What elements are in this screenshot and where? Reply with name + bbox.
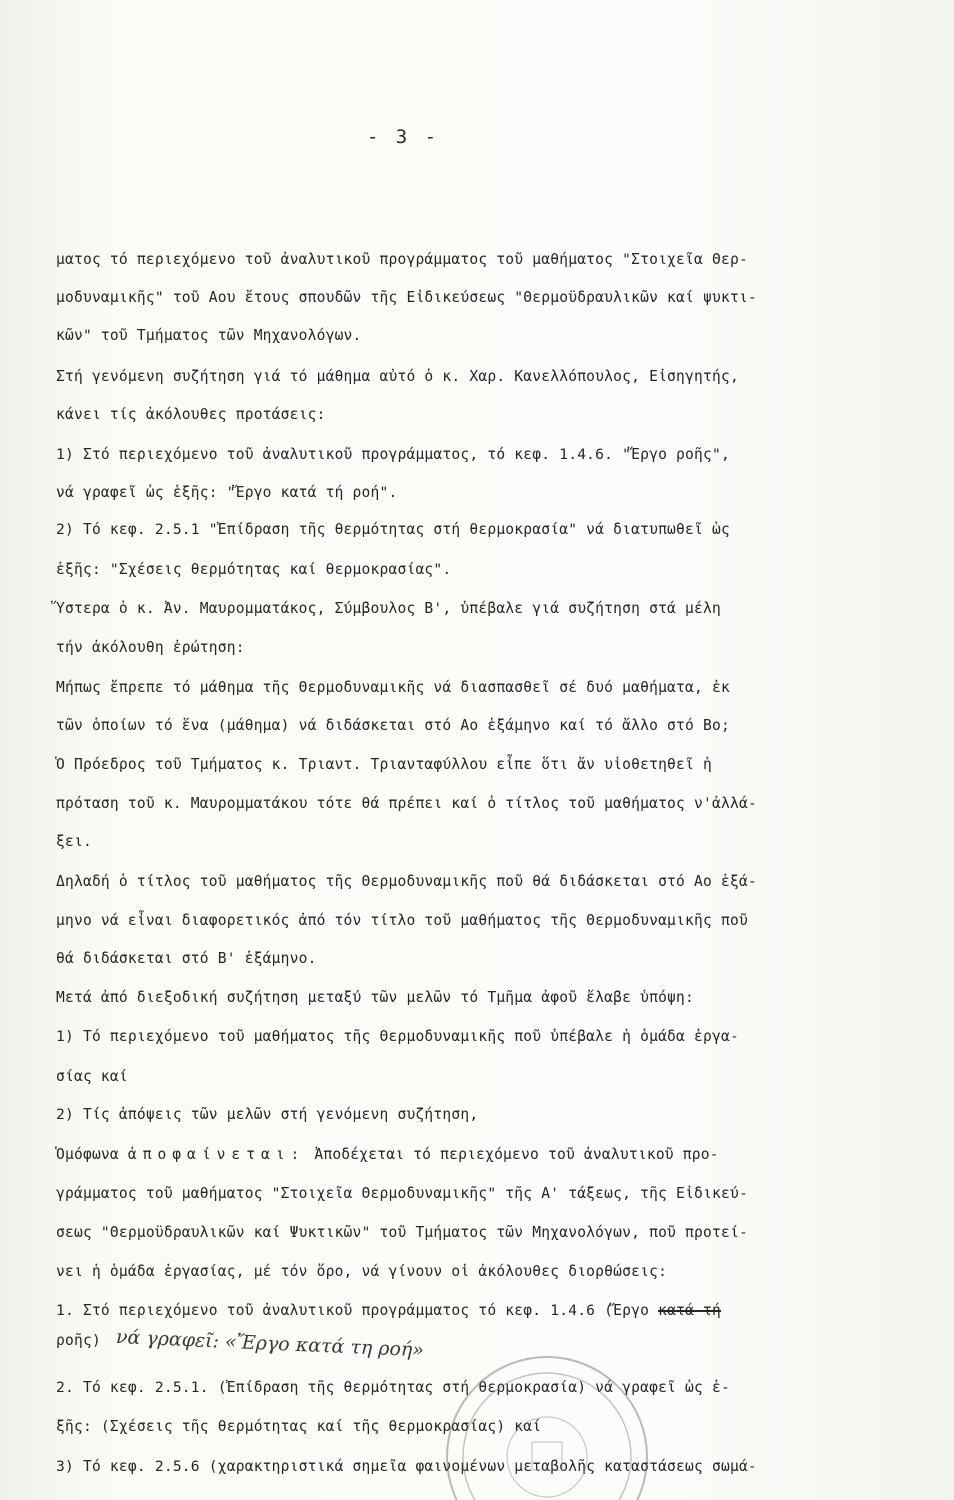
- text-line-17: Δηλαδή ὁ τίτλος τοῦ μαθήματος τῆς Θερμοδυναμικῆς ποῦ θά διδάσκεται στό Αο ἑξά-: [56, 873, 757, 890]
- text-line-19: θά διδάσκεται στό Β' ἑξάμηνο.: [56, 950, 317, 967]
- official-stamp-icon: [432, 1342, 662, 1500]
- handwritten-note: νά γραφεῖ: «Ἔργο κατά τη ροή»: [115, 1326, 425, 1362]
- text-line-8: 2) Τό κεφ. 2.5.1 "Ἐπίδραση τῆς θερμότητας στή θερμοκρασία" νά διατυπωθεῖ ὡς: [56, 521, 730, 538]
- item-1-continuation: ροῆς): [56, 1332, 101, 1349]
- text-line-22: σίας καί: [56, 1068, 128, 1085]
- item-1-struck-text: κατά τή: [658, 1302, 721, 1319]
- item-1-line: [56, 1302, 721, 1319]
- decision-line: [56, 1146, 719, 1163]
- text-line-10: Ὕστερα ὁ κ. Ἀν. Μαυρομματάκος, Σύμβουλος Β', ὑπέβαλε γιά συζήτηση στά μέλη: [56, 600, 721, 617]
- text-line-11: τήν ἀκόλουθη ἐρώτηση:: [56, 639, 245, 656]
- text-line-21: 1) Τό περιεχόμενο τοῦ μαθήματος τῆς Θερμοδυναμικῆς ποῦ ὑπέβαλε ἡ ὁμάδα ἐργα-: [56, 1028, 739, 1045]
- item-2-line-2: ξῆς: (Σχέσεις τῆς θερμότητας καί τῆς θερμοκρασίας) καί: [56, 1418, 542, 1435]
- text-line-20: Μετά ἀπό διεξοδική συζήτηση μεταξύ τῶν μελῶν τό Τμῆμα ἀφοῦ ἔλαβε ὑπόψη:: [56, 989, 695, 1006]
- text-line-12: Μήπως ἔπρεπε τό μάθημα τῆς Θερμοδυναμικῆς νά διασπασθεῖ σέ δυό μαθήματα, ἐκ: [56, 679, 730, 696]
- text-line-23: 2) Τίς ἀπόψεις τῶν μελῶν στή γενόμενη συζήτηση,: [56, 1106, 479, 1123]
- decision-word: ἀποφαίνεται:: [127, 1146, 306, 1163]
- text-line-5: κάνει τίς ἀκόλουθες προτάσεις:: [56, 406, 326, 423]
- text-line-3: κῶν" τοῦ Τμήματος τῶν Μηχανολόγων.: [56, 327, 362, 344]
- text-line-after-2: σεως "Θερμοϋδραυλικῶν καί Ψυκτικῶν" τοῦ Τμήματος τῶν Μηχανολόγων, ποῦ προτεί-: [56, 1224, 748, 1241]
- text-line-9: ἑξῆς: "Σχέσεις θερμότητας καί θερμοκρασίας".: [56, 561, 452, 578]
- text-line-4: Στή γενόμενη συζήτηση γιά τό μάθημα αὐτό ὁ κ. Χαρ. Κανελλόπουλος, Εἰσηγητής,: [56, 368, 739, 385]
- text-line-18: μηνο νά εἶναι διαφορετικός ἀπό τόν τίτλο τοῦ μαθήματος τῆς Θερμοδυναμικῆς ποῦ: [56, 912, 748, 929]
- text-line-16: ξει.: [56, 833, 92, 850]
- decision-rest: Ἀποδέχεται τό περιεχόμενο τοῦ ἀναλυτικοῦ προ-: [314, 1146, 719, 1163]
- text-line-6: 1) Στό περιεχόμενο τοῦ ἀναλυτικοῦ προγράμματος, τό κεφ. 1.4.6. "Ἔργο ροῆς",: [56, 446, 730, 463]
- text-line-2: μοδυναμικῆς" τοῦ Αου ἔτους σπουδῶν τῆς Εἰδικεύσεως "Θερμοϋδραυλικῶν καί ψυκτι-: [56, 289, 757, 306]
- text-line-13: τῶν ὁποίων τό ἕνα (μάθημα) νά διδάσκεται στό Αο ἑξάμηνο καί τό ἄλλο στό Βο;: [56, 717, 730, 734]
- item-2-line-1: 2. Τό κεφ. 2.5.1. (Ἐπίδραση τῆς θερμότητας στή θερμοκρασία) νά γραφεῖ ὡς ἐ-: [56, 1379, 730, 1396]
- page-number: - 3 -: [366, 126, 440, 148]
- text-line-14: Ὁ Πρόεδρος τοῦ Τμήματος κ. Τριαντ. Τριανταφύλλου εἶπε ὅτι ἄν υἱοθετηθεῖ ἡ: [56, 756, 712, 773]
- text-line-after-1: γράμματος τοῦ μαθήματος "Στοιχεῖα Θερμοδυναμικῆς" τῆς Α' τάξεως, τῆς Εἰδικεύ-: [56, 1185, 748, 1202]
- text-line-1: ματος τό περιεχόμενο τοῦ ἀναλυτικοῦ προγράμματος τοῦ μαθήματος "Στοιχεῖα Θερ-: [56, 251, 748, 268]
- decision-prefix: Ὁμόφωνα: [56, 1146, 119, 1163]
- text-line-15: πρόταση τοῦ κ. Μαυρομματάκου τότε θά πρέπει καί ὁ τίτλος τοῦ μαθήματος ν'ἀλλά-: [56, 795, 757, 812]
- item-1-text: 1. Στό περιεχόμενο τοῦ ἀναλυτικοῦ προγράμματος τό κεφ. 1.4.6 (Ἔργο: [56, 1302, 650, 1319]
- item-3-line-1: 3) Τό κεφ. 2.5.6 (χαρακτηριστικά σημεῖα φαινομένων μεταβολῆς καταστάσεως σωμά-: [56, 1458, 757, 1475]
- text-line-7: νά γραφεῖ ὡς ἑξῆς: "Ἔργο κατά τή ροή".: [56, 484, 398, 501]
- text-line-after-3: νει ἡ ὁμάδα ἐργασίας, μέ τόν ὅρο, νά γίνουν οἱ ἀκόλουθες διορθώσεις:: [56, 1263, 668, 1280]
